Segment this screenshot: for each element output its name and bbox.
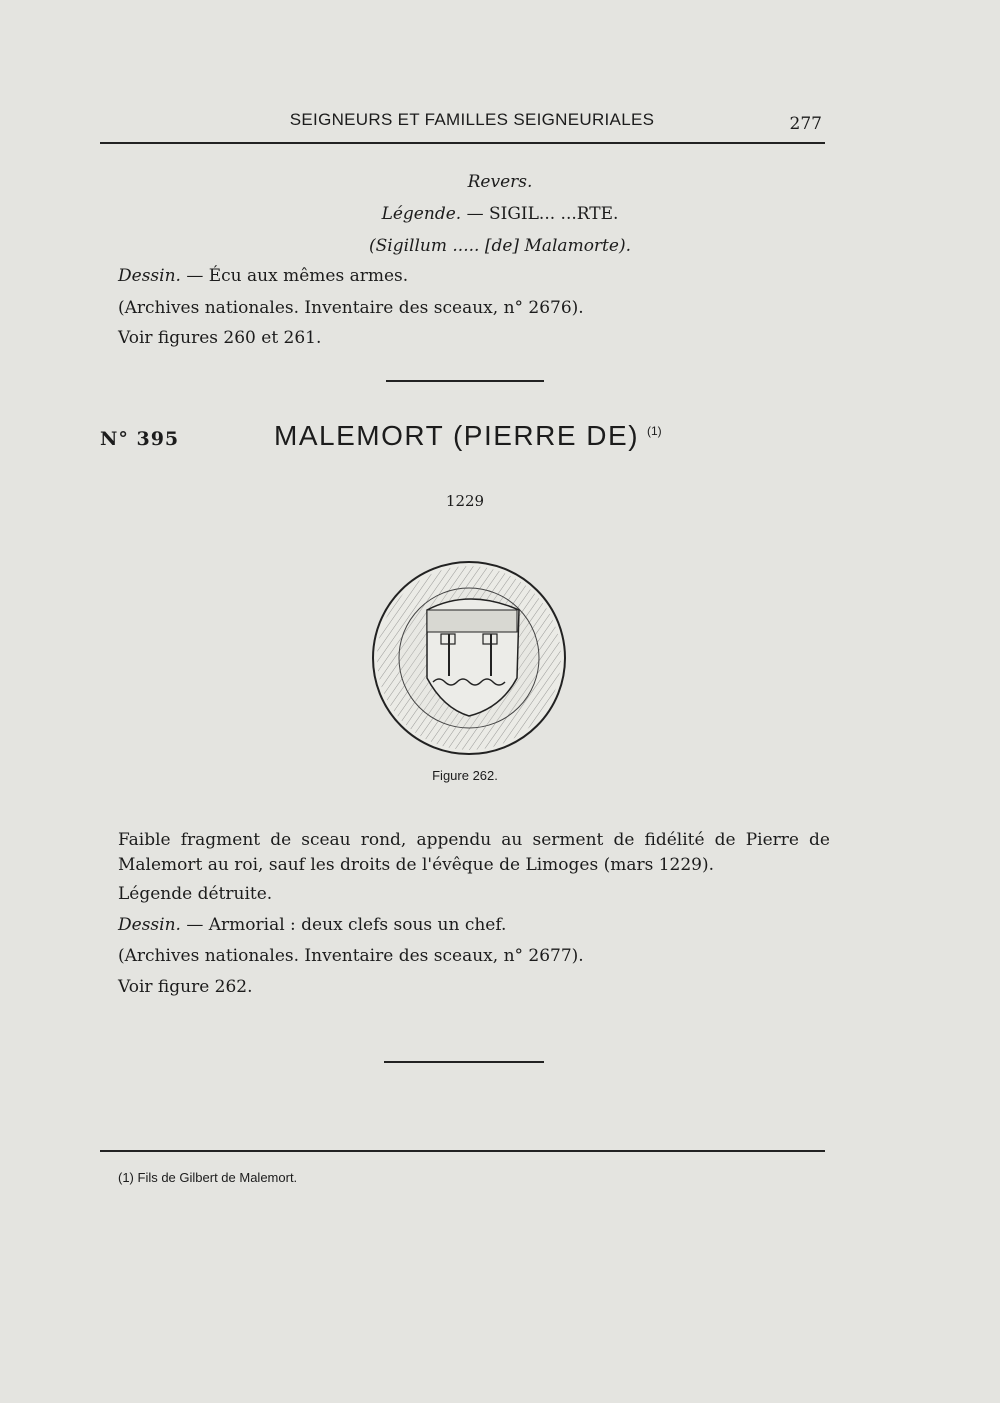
footnote-rule: [100, 1150, 825, 1152]
entry-year: 1229: [445, 492, 485, 510]
entry-archives-reference: (Archives nationales. Inventaire des sceaux, n° 2677).: [118, 946, 584, 966]
archives-reference: (Archives nationales. Inventaire des sceaux, n° 2676).: [118, 298, 584, 318]
page-number: 277: [789, 114, 822, 134]
legend-note: Légende détruite.: [118, 884, 273, 904]
seal-description: Faible fragment de sceau rond, appendu au serment de fidélité de Pierre de Malemort au roi, sauf les droits de l'évêque de Limoges (mars 1229).: [118, 830, 830, 875]
entry-number: N° 395: [100, 428, 180, 450]
legend-text: — SIGIL... ...RTE.: [466, 204, 619, 224]
figure-caption: Figure 262.: [432, 768, 498, 783]
entry-title: [274, 420, 662, 452]
legend-expansion-part: Malamorte).: [524, 236, 631, 256]
dessin-label: Dessin.: [118, 915, 181, 935]
section-divider: [384, 1061, 544, 1063]
entry-title-text: MALEMORT (PIERRE DE): [274, 420, 640, 451]
footnote-ref: (1): [647, 423, 662, 438]
revers-heading: Revers.: [467, 172, 533, 192]
legend-expansion-bracket: [de]: [484, 236, 520, 256]
dessin-label: Dessin.: [118, 266, 181, 286]
dessin-line: [118, 266, 408, 286]
dessin-text: — Écu aux mêmes armes.: [186, 266, 409, 286]
header-rule: [100, 142, 825, 144]
seal-drawing: [369, 558, 569, 758]
running-title: SEIGNEURS ET FAMILLES SEIGNEURIALES: [289, 110, 655, 129]
seal-figure: [369, 558, 569, 762]
footnote: (1) Fils de Gilbert de Malemort.: [118, 1170, 298, 1185]
dessin-text: — Armorial : deux clefs sous un chef.: [186, 915, 507, 935]
entry-figure-reference: Voir figure 262.: [118, 977, 253, 997]
legend-label: Légende.: [381, 204, 462, 224]
entry-dessin-line: [118, 915, 506, 935]
legend-expansion-part: (Sigillum .....: [369, 236, 480, 256]
legend-expansion: [0, 236, 1000, 256]
revers-legend: [0, 204, 1000, 224]
figure-reference: Voir figures 260 et 261.: [118, 328, 322, 348]
section-divider: [386, 380, 544, 382]
running-head: [118, 108, 826, 138]
